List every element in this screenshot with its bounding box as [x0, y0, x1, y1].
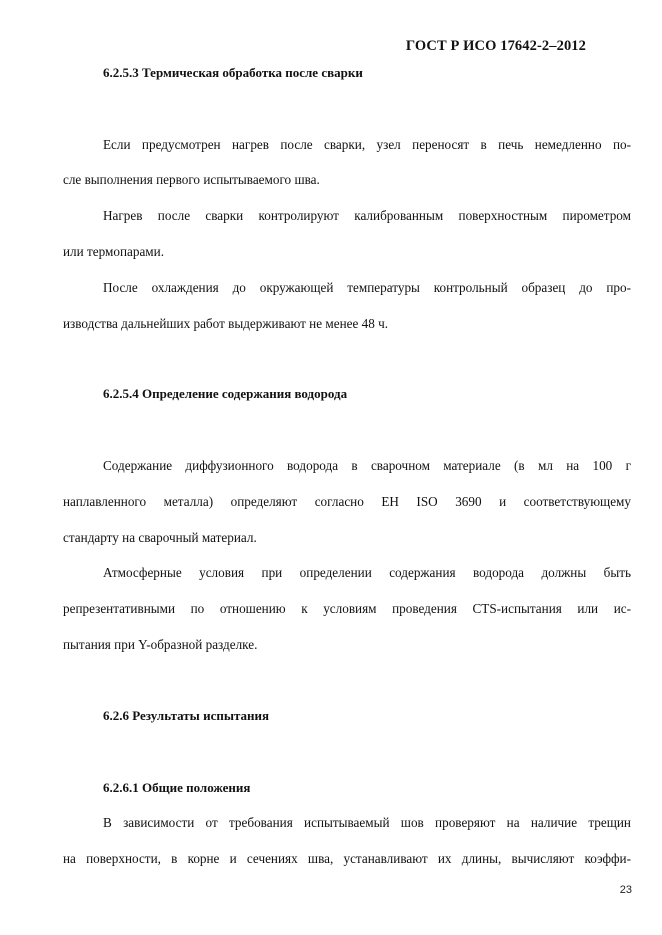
section-heading-6-2-5-3: 6.2.5.3 Термическая обработка после сварки [103, 65, 363, 80]
section-heading-6-2-6-1: 6.2.6.1 Общие положения [103, 780, 251, 795]
page-number: 23 [619, 884, 632, 896]
paragraph-line: В зависимости от требования испытываемый шов проверяют на наличие трещин [103, 815, 631, 830]
paragraph-line: сле выполнения первого испытываемого шва. [63, 172, 320, 187]
paragraph-line: Нагрев после сварки контролируют калиброванным поверхностным пирометром [103, 208, 631, 223]
section-heading-6-2-6: 6.2.6 Результаты испытания [103, 708, 270, 723]
paragraph-line: Атмосферные условия при определении содержания водорода должны быть [103, 565, 631, 580]
document-code: ГОСТ Р ИСО 17642-2–2012 [405, 38, 586, 54]
paragraph-line: на поверхности, в корне и сечениях шва, устанавливают их длины, вычисляют коэффи- [63, 851, 631, 866]
paragraph-line: стандарту на сварочный материал. [63, 530, 257, 545]
paragraph-line: После охлаждения до окружающей температуры контрольный образец до про- [103, 280, 631, 295]
paragraph-line: изводства дальнейших работ выдерживают не менее 48 ч. [63, 316, 389, 331]
paragraph-line: наплавленного металла) определяют согласно ЕН ISO 3690 и соответствующему [63, 494, 631, 509]
paragraph-line: репрезентативными по отношению к условиям проведения CTS-испытания или ис- [63, 601, 631, 616]
paragraph-line: пытания при Y-образной разделке. [63, 637, 258, 652]
paragraph-line: или термопарами. [63, 244, 164, 259]
paragraph-line: Если предусмотрен нагрев после сварки, узел переносят в печь немедленно по- [103, 137, 631, 152]
section-heading-6-2-5-4: 6.2.5.4 Определение содержания водорода [103, 386, 348, 401]
paragraph-line: Содержание диффузионного водорода в сварочном материале (в мл на 100 г [103, 458, 631, 473]
